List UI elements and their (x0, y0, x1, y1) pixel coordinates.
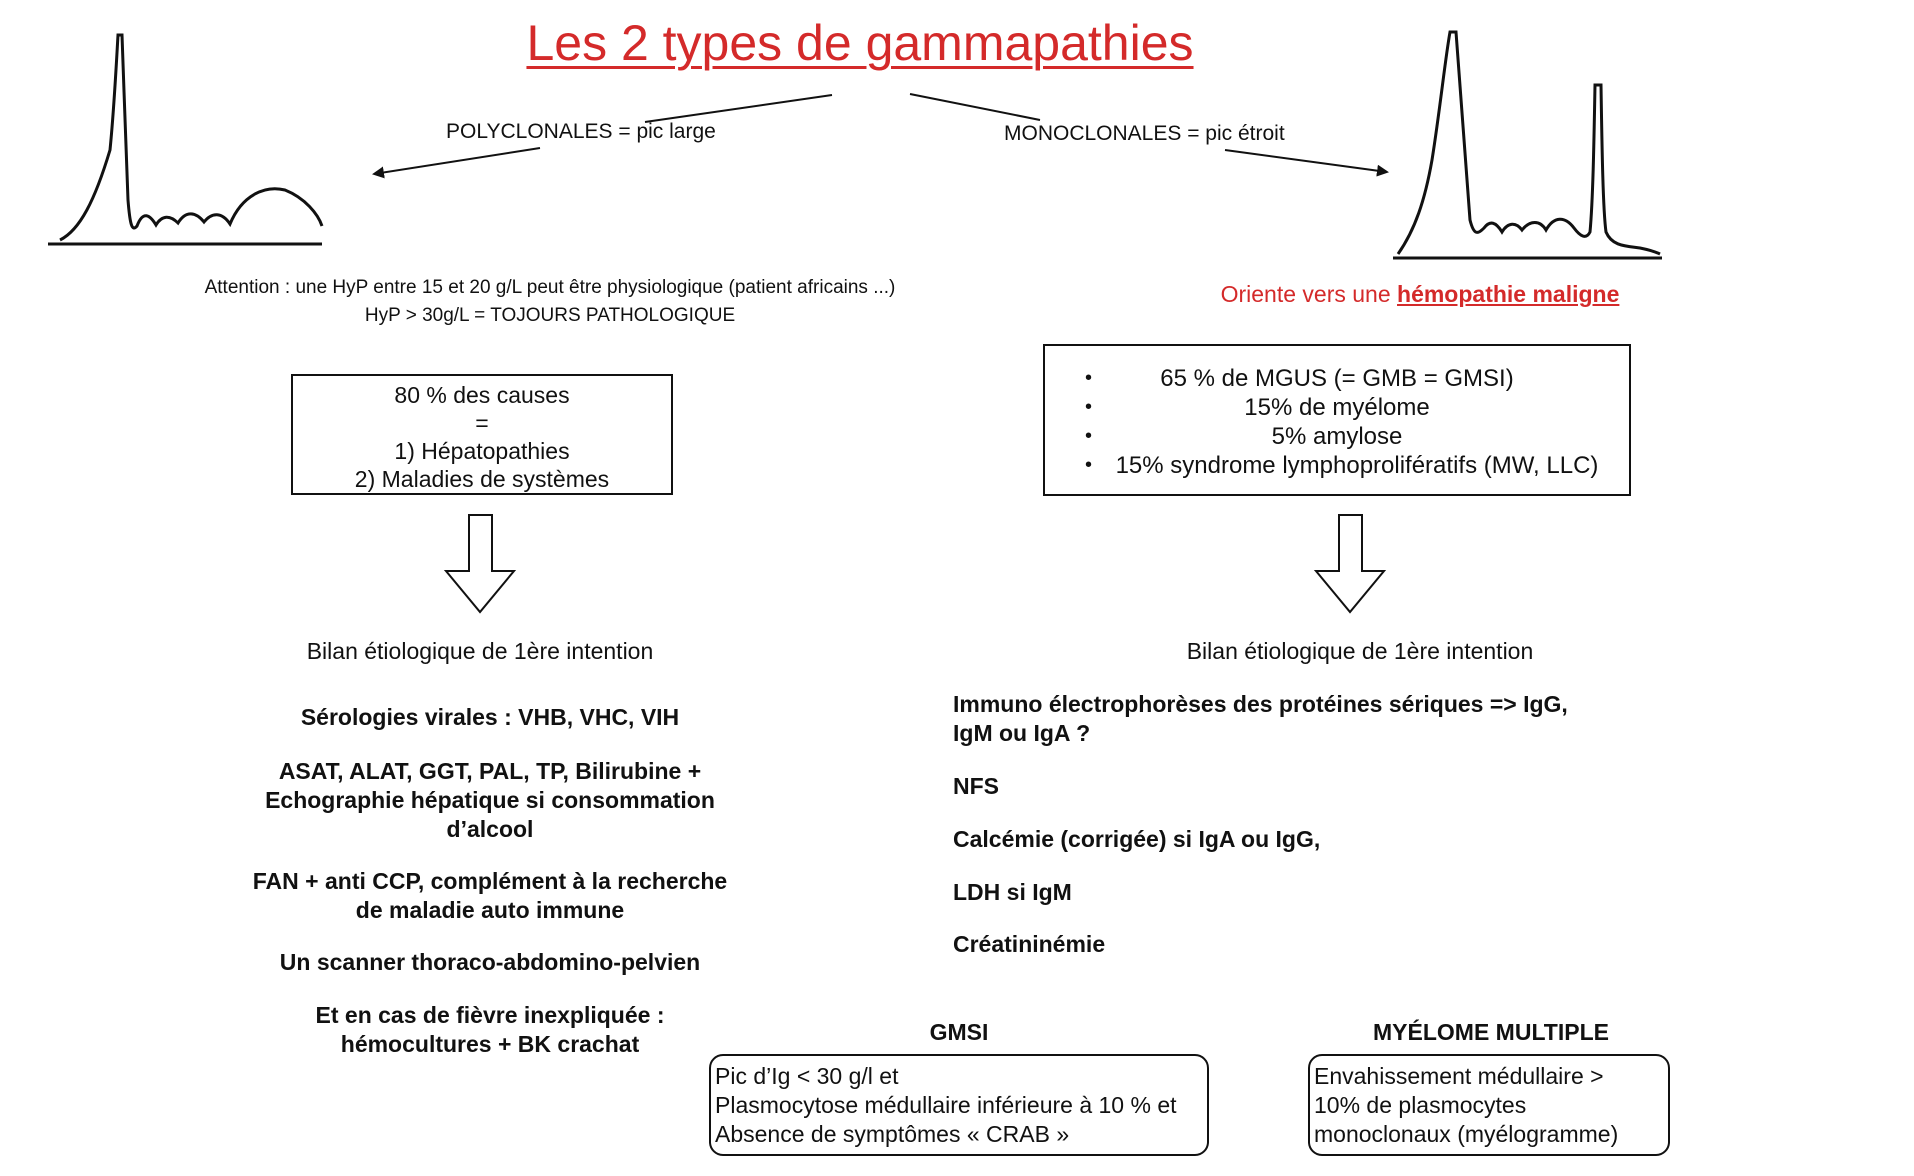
bilan-item-fever: Et en cas de fièvre inexpliquée : hémocultures + BK crachat (315, 1002, 665, 1057)
monoclonal-causes-list (1045, 364, 1629, 480)
causes-line: 1) Hépatopathies (394, 438, 570, 464)
gmsi-criterion: Pic d’Ig < 30 g/l et (715, 1063, 899, 1089)
polyclonal-note (40, 274, 1060, 330)
bilan-item-immunoelectrophoresis: Immuno électrophorèses des protéines sériques => IgG, IgM ou IgA ? (953, 691, 1568, 746)
bilan-item-autoimmune: FAN + anti CCP, complément à la recherche de maladie auto immune (252, 868, 728, 923)
list-item: • 15% syndrome lymphoprolifératifs (MW, LLC) (1085, 452, 1599, 479)
note-line-pathological: HyP > 30g/L = TOJOURS PATHOLOGIQUE (364, 305, 736, 326)
polyclonal-label: POLYCLONALES = pic large (446, 120, 716, 143)
myelome-criteria-box (1308, 1054, 1670, 1156)
myelome-criterion: monoclonaux (myélogramme) (1314, 1121, 1619, 1147)
list-item: • 65 % de MGUS (= GMB = GMSI) (1085, 365, 1514, 392)
monoclonal-bilan-title: Bilan étiologique de 1ère intention (1186, 638, 1534, 664)
bullet-icon: • (1085, 454, 1093, 476)
polyclonal-bilan-title: Bilan étiologique de 1ère intention (306, 638, 654, 664)
orientation-prefix: Oriente vers une (1220, 281, 1398, 307)
orientation-emphasis: hémopathie maligne (1397, 281, 1620, 307)
gmsi-criterion: Absence de symptômes « CRAB » (715, 1121, 1070, 1147)
bullet-icon: • (1085, 425, 1093, 447)
polyclonal-causes-box (291, 374, 673, 495)
causes-line: 80 % des causes (394, 382, 570, 408)
list-item: • 15% de myélome (1085, 394, 1430, 421)
list-item: • 5% amylose (1085, 423, 1403, 450)
bilan-item-creatinine: Créatininémie (953, 931, 1106, 957)
hollow-down-arrow-icon (446, 515, 514, 612)
hollow-down-arrow-icon (1316, 515, 1384, 612)
bilan-item-scanner: Un scanner thoraco-abdomino-pelvien (279, 949, 701, 975)
bilan-item-calcemia: Calcémie (corrigée) si IgA ou IgG, (953, 826, 1321, 852)
bilan-item-serologies: Sérologies virales : VHB, VHC, VIH (300, 704, 680, 730)
monoclonal-causes-box (1043, 344, 1631, 496)
bilan-item-hepatic: ASAT, ALAT, GGT, PAL, TP, Bilirubine + Echographie hépatique si consommation d’alcool (265, 758, 715, 842)
bilan-item-nfs: NFS (953, 773, 999, 799)
gmsi-criterion: Plasmocytose médullaire inférieure à 10 % et (715, 1092, 1177, 1118)
bullet-icon: • (1085, 367, 1093, 389)
myelome-criterion: 10% de plasmocytes (1314, 1092, 1527, 1118)
gmsi-criteria-box (709, 1054, 1209, 1156)
gmsi-title: GMSI (929, 1019, 989, 1045)
bilan-item-ldh: LDH si IgM (953, 879, 1072, 905)
myelome-title: MYÉLOME MULTIPLE (1373, 1019, 1609, 1045)
causes-line: = (475, 410, 489, 436)
note-line-physiological: Attention : une HyP entre 15 et 20 g/L peut être physiologique (patient africains ...) (204, 277, 896, 298)
diagram-title: Les 2 types de gammapathies (526, 15, 1194, 71)
monoclonal-orientation-note (1070, 281, 1770, 308)
monoclonal-label: MONOCLONALES = pic étroit (1004, 122, 1285, 145)
causes-line: 2) Maladies de systèmes (354, 466, 610, 492)
myelome-criterion: Envahissement médullaire > (1314, 1063, 1604, 1089)
bullet-icon: • (1085, 396, 1093, 418)
